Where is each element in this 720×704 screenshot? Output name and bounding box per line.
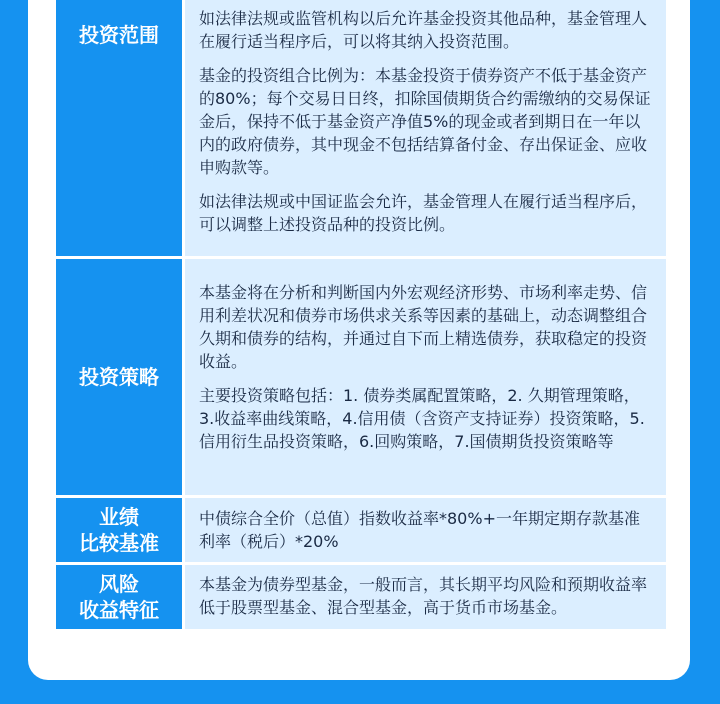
row-investment-strategy	[56, 259, 666, 495]
paragraph: 如法律法规或监管机构以后允许基金投资其他品种，基金管理人在履行适当程序后，可以将其纳入投资范围。	[199, 9, 648, 51]
row-benchmark	[56, 498, 666, 562]
paragraph: 基金的投资组合比例为：本基金投资于债券资产不低于基金资产的80%；每个交易日日终，扣除国债期货合约需缴纳的交易保证金后，保持不低于基金资产净值5%的现金或者到期日在一年以内的政府债券，其中现金不包括结算备付金、存出保证金、应收申购款等。	[199, 66, 651, 177]
label-investment-scope: 投资范围	[56, 0, 182, 256]
paragraph: 本基金为债券型基金，一般而言，其长期平均风险和预期收益率低于股票型基金、混合型基金，高于货币市场基金。	[199, 575, 648, 617]
content-investment-scope	[185, 0, 666, 256]
label-risk-return: 风险 收益特征	[56, 565, 182, 629]
row-investment-scope	[56, 0, 666, 256]
row-risk-return	[56, 565, 666, 629]
paragraph: 如法律法规或中国证监会允许，基金管理人在履行适当程序后，可以调整上述投资品种的投资比例。	[199, 192, 648, 234]
content-investment-strategy	[185, 259, 666, 495]
paragraph: 主要投资策略包括：1. 债券类属配置策略，2. 久期管理策略，3.收益率曲线策略，4.信用债（含资产支持证券）投资策略，5. 信用衍生品投资策略，6.回购策略，7.国债期货投资策略等	[199, 386, 645, 451]
paragraph: 本基金将在分析和判断国内外宏观经济形势、市场利率走势、信用利差状况和债券市场供求关系等因素的基础上，动态调整组合久期和债券的结构，并通过自下而上精选债券，获取稳定的投资收益。	[199, 283, 648, 371]
content-risk-return	[185, 565, 666, 629]
label-investment-strategy: 投资策略	[56, 259, 182, 495]
paragraph: 中债综合全价（总值）指数收益率*80%+一年期定期存款基准利率（税后）*20%	[199, 509, 640, 551]
label-benchmark: 业绩 比较基准	[56, 498, 182, 562]
content-benchmark	[185, 498, 666, 562]
